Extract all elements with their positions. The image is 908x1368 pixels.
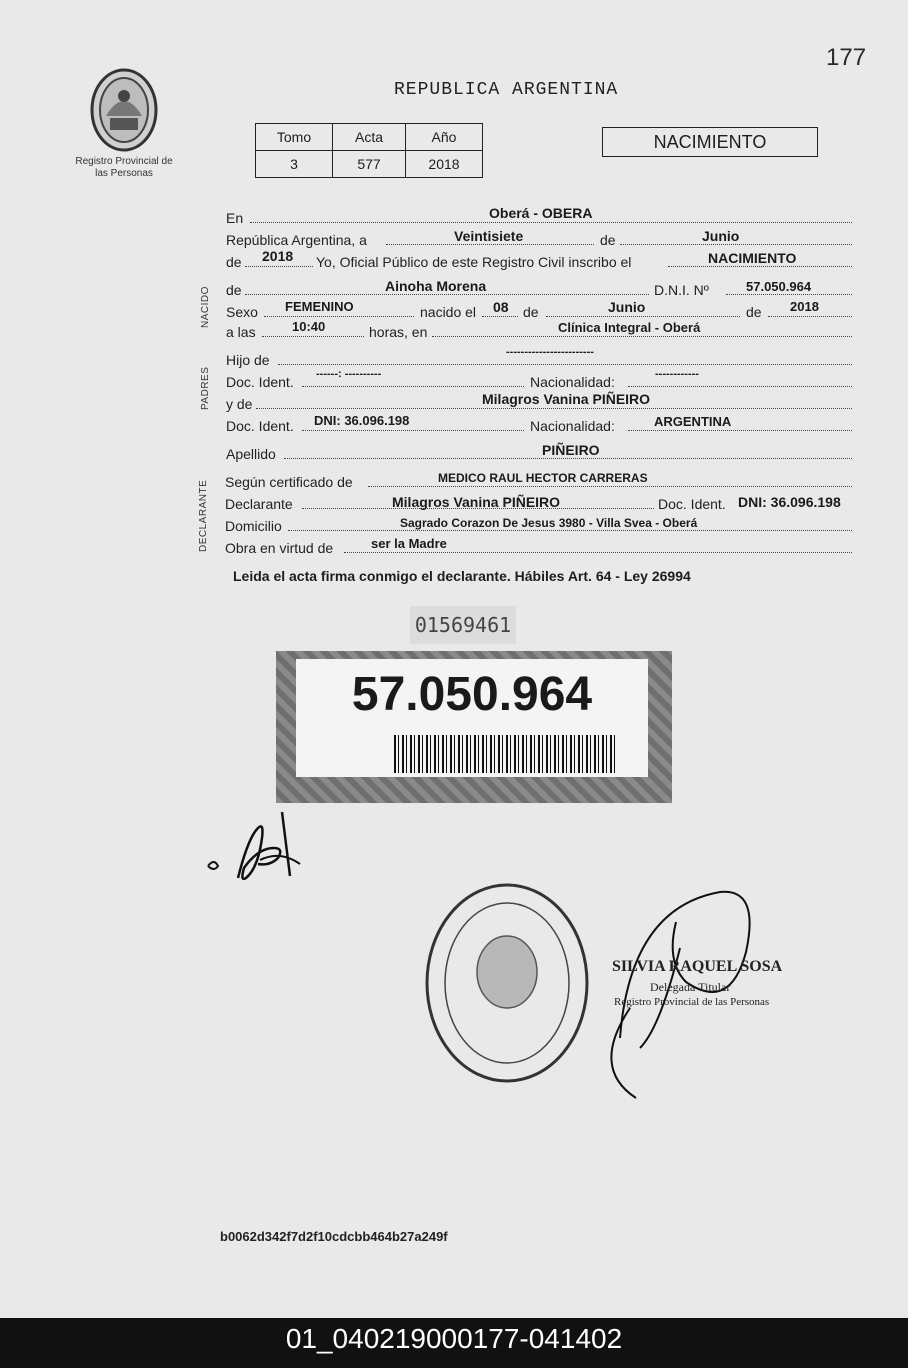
nacido-anio: 2018: [790, 299, 819, 314]
dotted-line: [278, 364, 852, 365]
dni-value: 57.050.964: [746, 279, 812, 294]
hora-value: 10:40: [292, 319, 326, 334]
dni-stamp: [276, 651, 672, 803]
nacido-de1: de: [523, 304, 539, 320]
obra-label: Obra en virtud de: [225, 540, 334, 556]
republica-label: República Argentina, a: [226, 232, 367, 248]
anio-value: 2018: [262, 248, 294, 264]
signatory-role: Delegada Titular: [650, 980, 731, 994]
tomo-header: Tomo: [256, 124, 333, 151]
domicilio-label: Domicilio: [225, 518, 282, 534]
doc1-label: Doc. Ident.: [226, 374, 294, 390]
de-label: de: [600, 232, 616, 248]
nacido-label: nacido el: [420, 304, 477, 320]
dni-stamp-number: 57.050.964: [351, 668, 593, 721]
declarante-value: Milagros Vanina PIÑEIRO: [392, 494, 561, 510]
doc2-label: Doc. Ident.: [226, 418, 294, 434]
barcode-icon: [394, 735, 616, 773]
nac1-label: Nacionalidad:: [530, 374, 615, 390]
en-value: Oberá - OBERA: [489, 205, 593, 221]
registry-label: Registro Provincial de las Personas: [75, 156, 173, 179]
official-signature-icon: [600, 888, 752, 1102]
dotted-line: [628, 430, 852, 431]
dotted-line: [546, 316, 740, 317]
obra-value: ser la Madre: [371, 536, 447, 551]
doc2-value: DNI: 36.096.198: [314, 413, 410, 428]
dotted-line: [288, 530, 852, 531]
dotted-line: [250, 222, 852, 223]
dotted-line: [368, 486, 852, 487]
decl-doc-value: DNI: 36.096.198: [738, 494, 841, 510]
signatory-org: Registro Provincial de las Personas: [614, 996, 770, 1008]
nacido-de2: de: [746, 304, 762, 320]
section-declarante: DECLARANTE: [198, 479, 209, 552]
signatory-name: SILVIA RAQUEL SOSA: [612, 958, 783, 975]
dotted-line: [386, 244, 594, 245]
provincial-crest-icon: [88, 66, 160, 154]
de-anio-label: de: [226, 254, 242, 270]
dotted-line: [482, 316, 518, 317]
nombre-label: de: [226, 282, 242, 298]
dotted-line: [245, 294, 649, 295]
dotted-line: [302, 430, 524, 431]
apellido-label: Apellido: [226, 446, 276, 462]
en-label: En: [226, 210, 244, 226]
dotted-line: [284, 458, 852, 459]
nacido-mes: Junio: [608, 299, 646, 315]
nombre-value: Ainoha Morena: [385, 278, 487, 294]
nacido-dia: 08: [493, 299, 509, 315]
reference-table: [255, 123, 483, 178]
nac2-value: ARGENTINA: [654, 414, 732, 429]
dotted-line: [264, 316, 414, 317]
section-nacido: NACIDO: [200, 286, 211, 328]
cert-value: MEDICO RAUL HECTOR CARRERAS: [438, 471, 648, 485]
dotted-line: [344, 552, 852, 553]
dotted-line: [620, 244, 852, 245]
tomo-value: 3: [256, 151, 333, 178]
y-de-label: y de: [226, 396, 253, 412]
a-las-label: a las: [226, 324, 256, 340]
sexo-value: FEMENINO: [285, 299, 354, 314]
acta-value: 577: [333, 151, 406, 178]
dotted-line: [256, 408, 852, 409]
dotted-line: [628, 386, 852, 387]
hijo-label: Hijo de: [226, 352, 270, 368]
footer-code: 01_040219000177-041402: [0, 1318, 908, 1368]
sexo-label: Sexo: [226, 304, 258, 320]
hijo-value: ------------------------: [506, 346, 594, 358]
declarant-signature-icon: [204, 808, 304, 894]
declarante-label: Declarante: [225, 496, 293, 512]
acta-header: Acta: [333, 124, 406, 151]
dotted-line: [668, 266, 852, 267]
tipo-value: NACIMIENTO: [708, 250, 797, 266]
dotted-line: [302, 386, 524, 387]
anio-header: Año: [406, 124, 483, 151]
dotted-line: [432, 336, 852, 337]
dotted-line: [262, 336, 364, 337]
domicilio-value: Sagrado Corazon De Jesus 3980 - Villa Svea - Oberá: [400, 516, 698, 530]
anio-value: 2018: [406, 151, 483, 178]
official-seal-icon: [422, 880, 592, 1086]
legal-text: Leida el acta firma conmigo el declarante. Hábiles Art. 64 - Ley 26994: [233, 568, 691, 584]
section-padres: PADRES: [200, 366, 211, 410]
oficial-text: Yo, Oficial Público de este Registro Civil inscribo el: [316, 254, 632, 270]
lugar-value: Clínica Integral - Oberá: [558, 320, 701, 335]
dni-label: D.N.I. Nº: [654, 282, 709, 298]
dotted-line: [768, 316, 852, 317]
dotted-line: [726, 294, 852, 295]
dotted-line: [245, 266, 313, 267]
serial-number: 01569461: [410, 606, 516, 644]
cert-label: Según certificado de: [225, 474, 353, 490]
mes-value: Junio: [702, 228, 740, 244]
doc1-value: ------: ----------: [316, 368, 382, 380]
nac1-value: ------------: [655, 368, 699, 380]
page-number: 177: [826, 44, 867, 71]
nac2-label: Nacionalidad:: [530, 418, 615, 434]
madre-value: Milagros Vanina PIÑEIRO: [482, 391, 651, 407]
document-type-box: NACIMIENTO: [602, 127, 818, 157]
apellido-value: PIÑEIRO: [542, 442, 600, 458]
horas-en-label: horas, en: [369, 324, 428, 340]
decl-doc-label: Doc. Ident.: [658, 496, 726, 512]
dia-value: Veintisiete: [454, 228, 524, 244]
page-title: REPUBLICA ARGENTINA: [394, 80, 619, 100]
document-hash: b0062d342f7d2f10cdcbb464b27a249f: [220, 1229, 448, 1244]
